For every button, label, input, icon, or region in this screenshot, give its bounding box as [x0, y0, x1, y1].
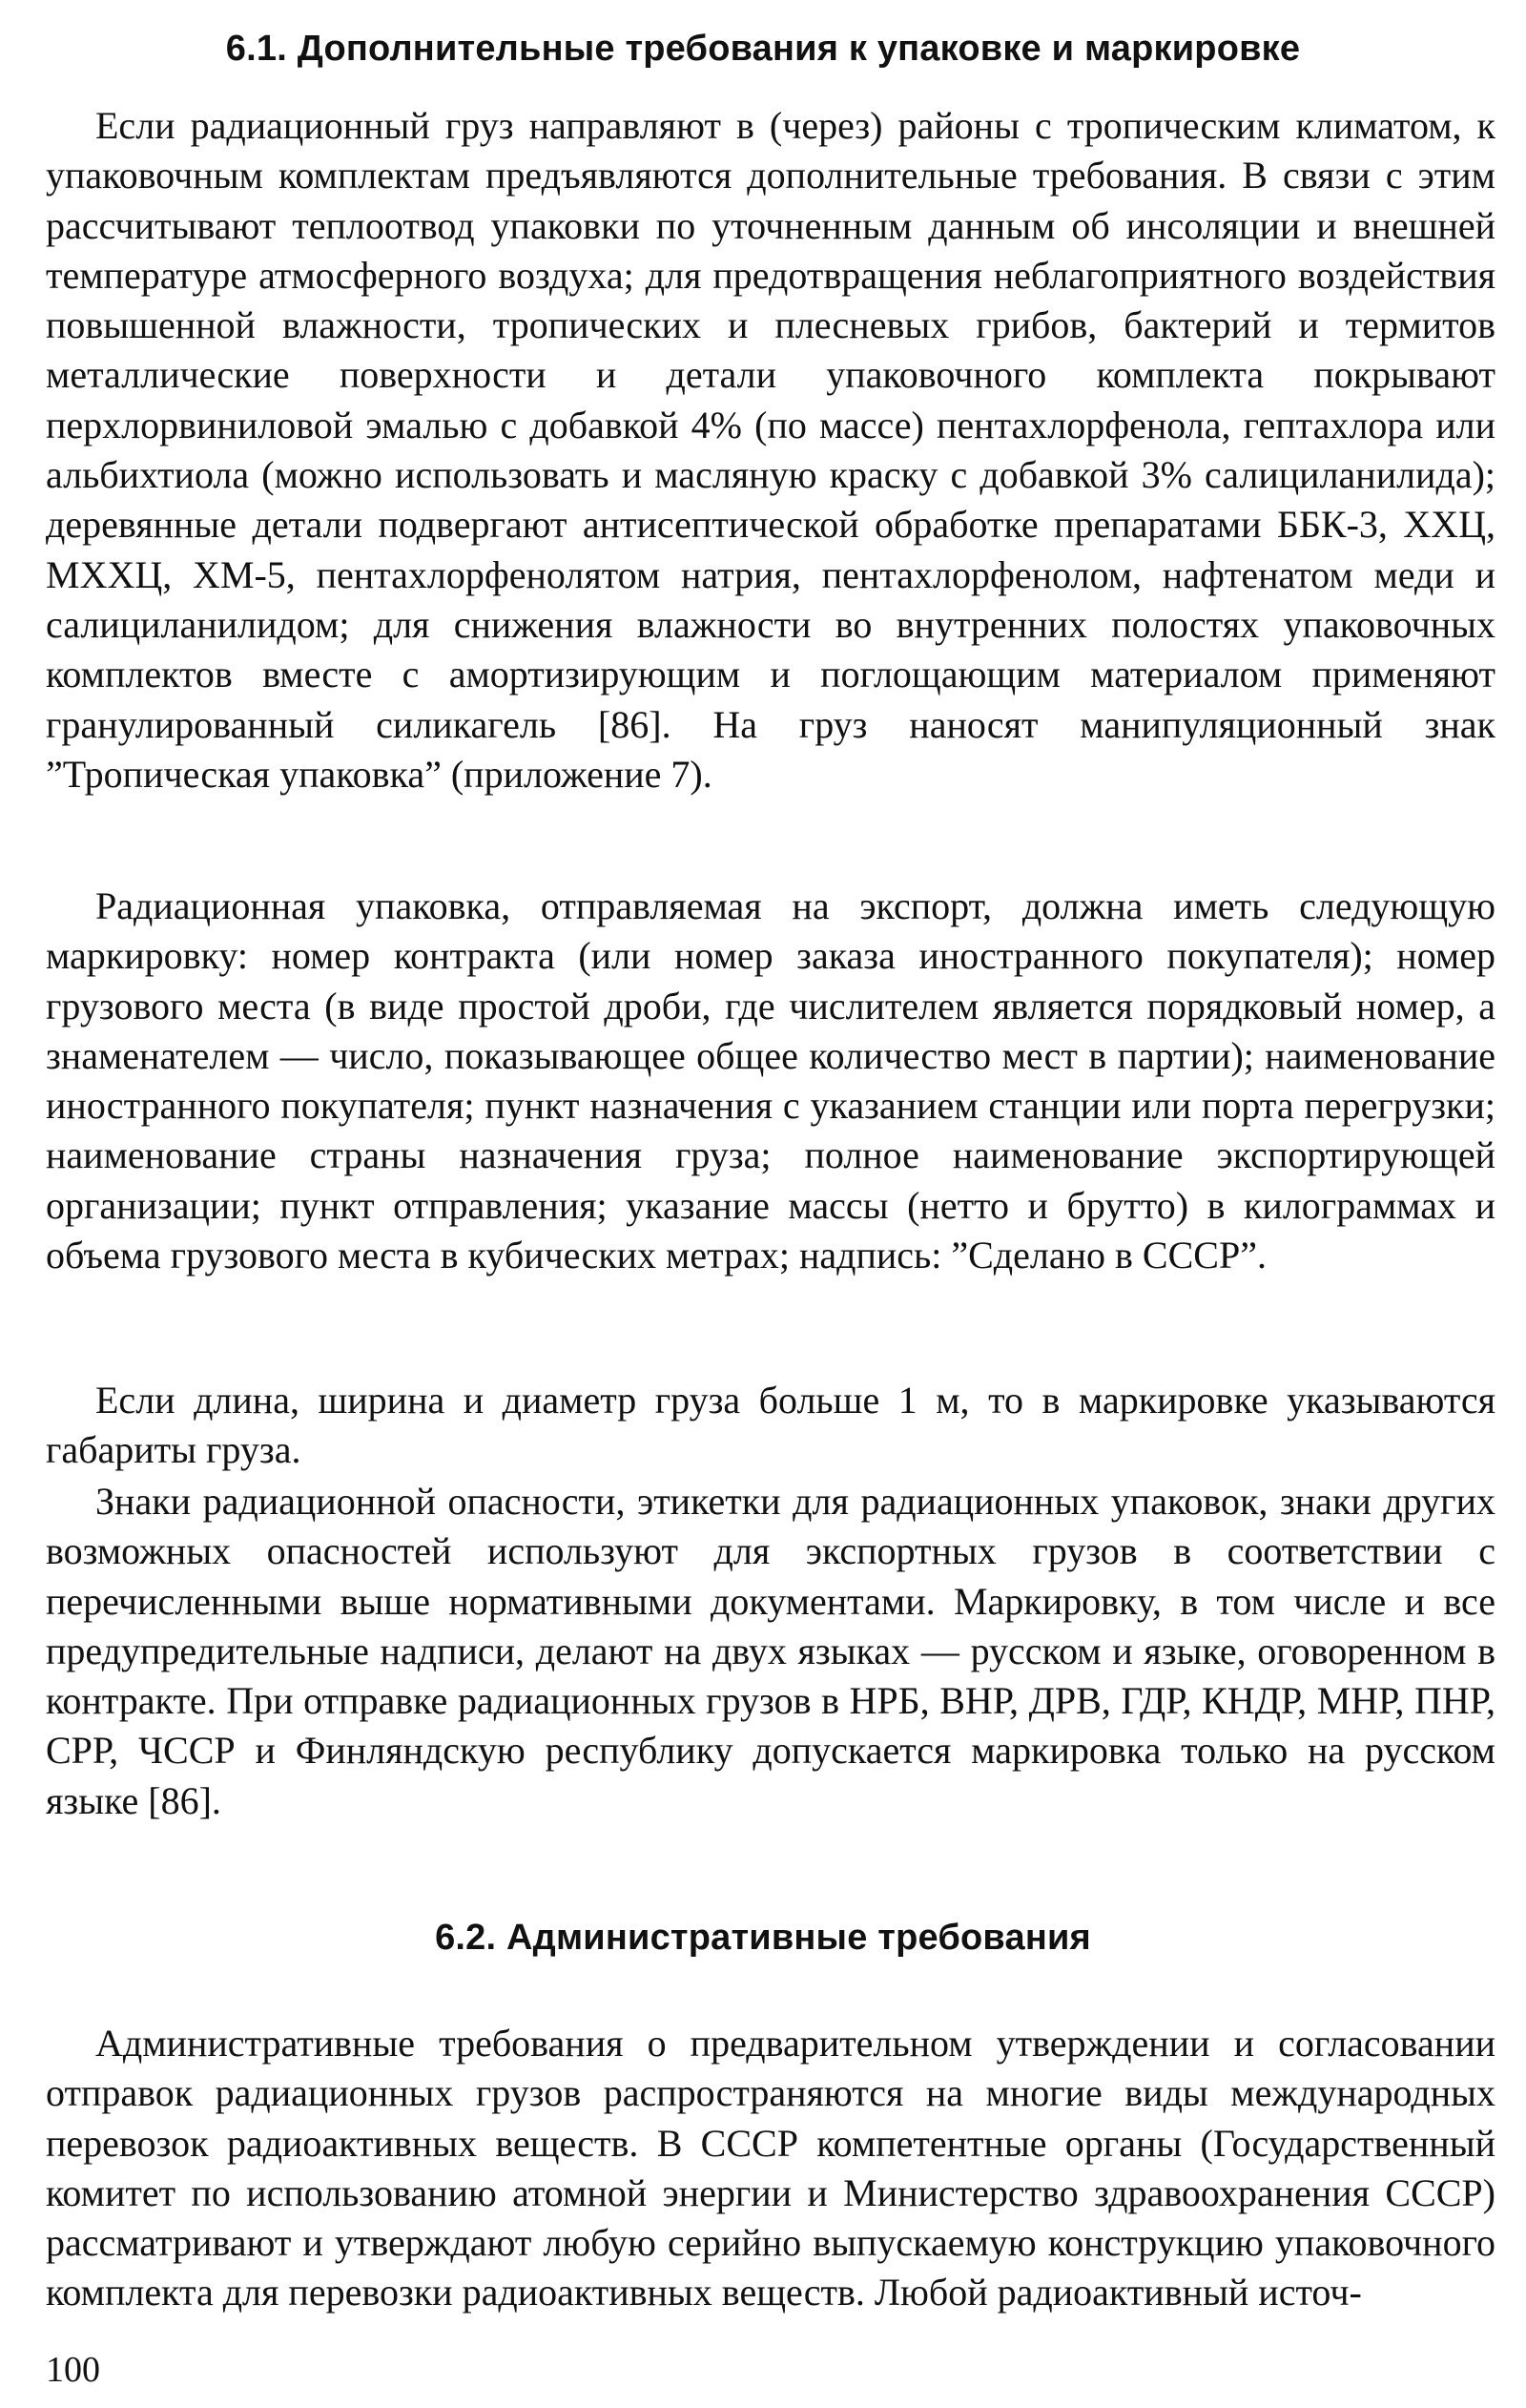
paragraph-administrative-requirements: Административные требования о предварительном утверждении и согласовании отправок радиационных грузов распространяются на многие виды международных перевозок радиоактивных веществ. В СССР компетентные органы (Государственный комитет по использованию атомной энергии и Министерство здравоохранения СССР) рассматривают и утверждают любую серийно выпускаемую конструкцию упаковочного комплекта для перевозки радиоактивных веществ. Любой радиоактивный источ-	[46, 2022, 1495, 2315]
paragraph-tropical-packaging: Если радиационный груз направляют в (через) районы с тропическим климатом, к упаковочным комплектам предъявляются дополнительные требования. В связи с этим рассчитывают теплоотвод упаковки по уточненным данным об инсоляции и внешней температуре атмосферного воздуха; для предотвращения неблагоприятного воздействия повышенной влажности, тропических и плесневых грибов, бактерий и термитов металлические поверхности и детали упаковочного комплекта покрывают перхлорвиниловой эмалью с добавкой 4% (по массе) пентахлорфенола, гептахлора или альбихтиола (можно использовать и масляную краску с добавкой 3% салициланилида); деревянные детали подвергают антисептической обработке препаратами ББК-3, ХХЦ, МХХЦ, ХМ-5, пентахлорфенолятом натрия, пентахлорфенолом, нафтенатом меди и салициланилидом; для снижения влажности во внутренних полостях упаковочных комплектов вместе с амортизирующим и поглощающим материалом применяют гранулированный силикагель [86]. На груз наносят манипуляционный знак ”Тропическая упаковка” (приложение 7).	[46, 104, 1495, 796]
page-number: 100	[46, 2350, 100, 2390]
paragraph-hazard-signs: Знаки радиационной опасности, этикетки для радиационных упаковок, знаки других возможных опасностей используют для экспортных грузов в соответствии с перечисленными выше нормативными документами. Маркировку, в том числе и все предупредительные надписи, делают на двух языках — русском и языке, оговоренном в контракте. При отправке радиационных грузов в НРБ, ВНР, ДРВ, ГДР, КНДР, МНР, ПНР, СРР, ЧССР и Финляндскую республику допускается маркировка только на русском языке [86].	[46, 1480, 1495, 1822]
paragraph-dimensions: Если длина, ширина и диаметр груза больше 1 м, то в маркировке указываются габариты груза.	[46, 1379, 1495, 1472]
section-heading-6-1: 6.1. Дополнительные требования к упаковке и маркировке	[225, 29, 1301, 69]
paragraph-export-marking: Радиационная упаковка, отправляемая на экспорт, должна иметь следующую маркировку: номер контракта (или номер заказа иностранного покупателя); номер грузового места (в виде простой дроби, где числителем является порядковый номер, а знаменателем — число, показывающее общее количество мест в партии); наименование иностранного покупателя; пункт назначения с указанием станции или порта перегрузки; наименование страны назначения груза; полное наименование экспортирующей организации; пункт отправления; указание массы (нетто и брутто) в килограммах и объема грузового места в кубических метрах; надпись: ”Сделано в СССР”.	[46, 884, 1495, 1277]
section-heading-6-2: 6.2. Административные требования	[435, 1918, 1091, 1958]
